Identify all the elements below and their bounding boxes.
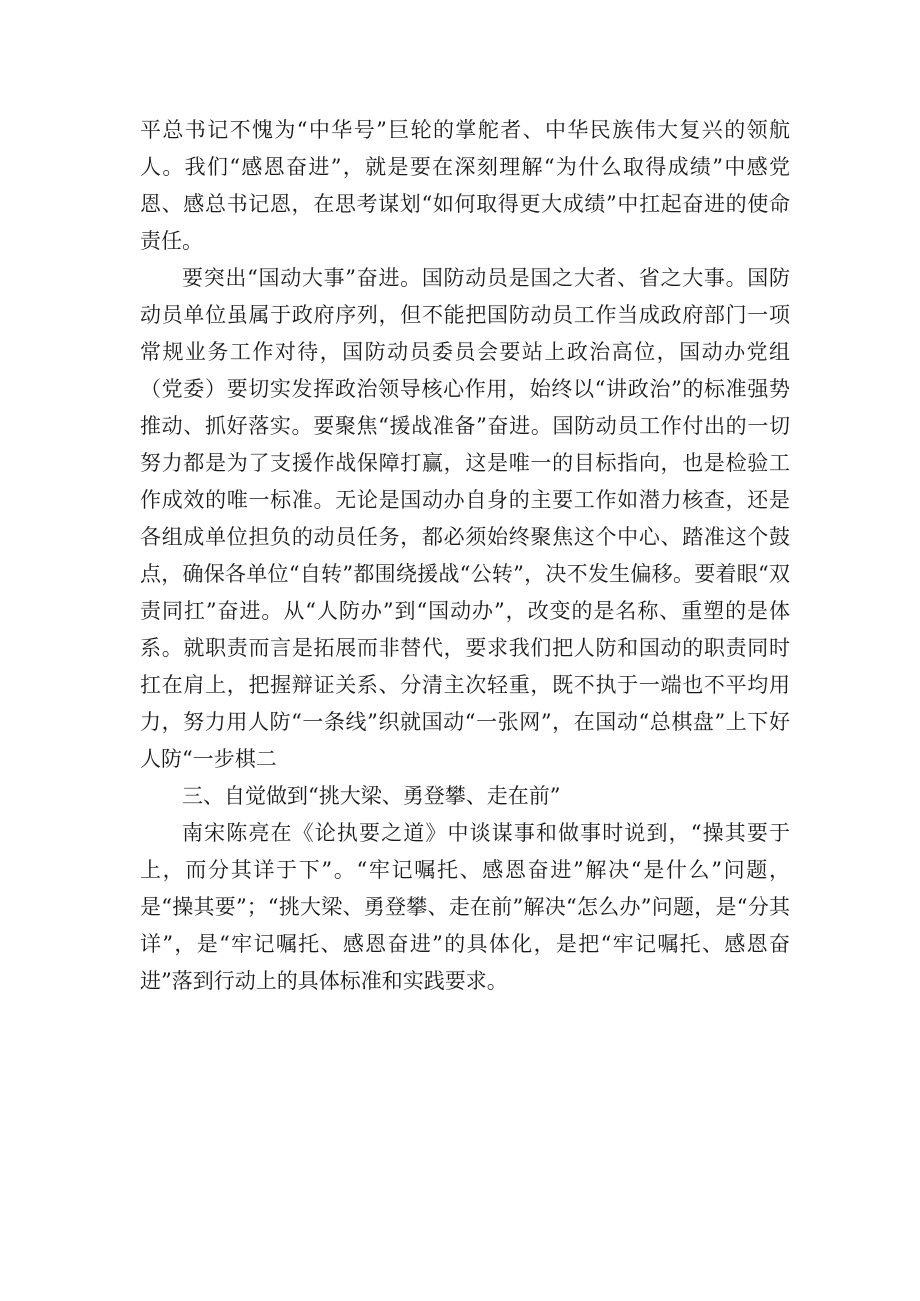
paragraph-continuation: 平总书记不愧为“中华号”巨轮的掌舵者、中华民族伟大复兴的领航人。我们“感恩奋进”，就是要在深刻理解“为什么取得成绩”中感党恩、感总书记恩，在思考谋划“如何取得更大成绩”中扛起奋进的使命责任。 [140,118,790,253]
paragraph-closing: 南宋陈亮在《论执要之道》中谈谋事和做事时说到，“操其要于上，而分其详于下”。“牢记嘱托、感恩奋进”解决“是什么”问题，是“操其要”；“挑大梁、勇登攀、走在前”解决“怎么办”问题，是“分其详”，是“牢记嘱托、感恩奋进”的具体化，是把“牢记嘱托、感恩奋进”落到行动上的具体标准和实践要求。 [140,821,790,993]
paragraph-national-defense: 要突出“国动大事”奋进。国防动员是国之大者、省之大事。国防动员单位虽属于政府序列，但不能把国防动员工作当成政府部门一项常规业务工作对待，国防动员委员会要站上政治高位，国动办党组（党委）要切实发挥政治领导核心作用，始终以“讲政治”的标准强势推动、抓好落实。要聚焦“援战准备”奋进。国防动员工作付出的一切努力都是为了支援作战保障打赢，这是唯一的目标指向，也是检验工作成效的唯一标准。无论是国动办自身的主要工作如潜力核查，还是各组成单位担负的动员任务，都必须始终聚焦这个中心、踏准这个鼓点，确保各单位“自转”都围绕援战“公转”，决不发生偏移。要着眼“双责同扛”奋进。从“人防办”到“国动办”，改变的是名称、重塑的是体系。就职责而言是拓展而非替代，要求我们把人防和国动的职责同时扛在肩上，把握辩证关系、分清主次轻重，既不执于一端也不平均用力，努力用人防“一条线”织就国动“一张网”，在国动“总棋盘”上下好人防“一步棋二 [140,266,790,771]
document-body [140,112,790,1000]
section-heading: 三、自觉做到“挑大梁、勇登攀、走在前” [182,784,561,808]
